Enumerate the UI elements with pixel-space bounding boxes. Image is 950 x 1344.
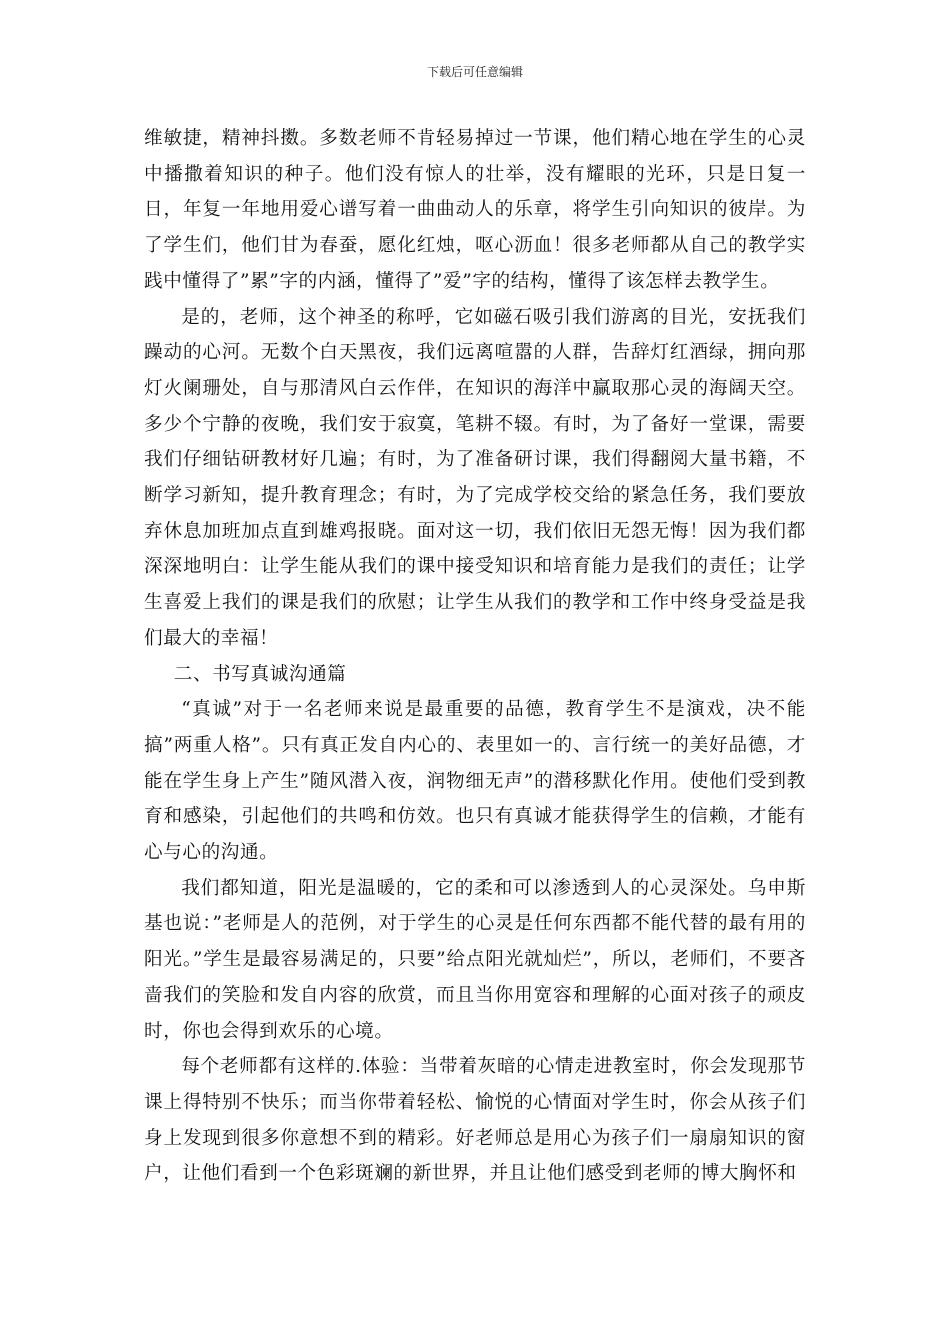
document-body — [144, 121, 806, 1192]
paragraph-experience: 每个老师都有这样的.体验：当带着灰暗的心情走进教室时，你会发现那节课上得特别不快乐；而当你带着轻松、愉悦的心情面对学生时，你会从孩子们身上发现到很多你意想不到的精彩。好老师总是用心为孩子们一扇扇知识的窗户，让他们看到一个色彩斑斓的新世界，并且让他们感受到老师的博大胸怀和 — [144, 1056, 806, 1185]
paragraph-continuation: 维敏捷，精神抖擞。多数老师不肯轻易掉过一节课，他们精心地在学生的心灵中播撒着知识的种子。他们没有惊人的壮举，没有耀眼的光环，只是日复一日，年复一年地用爱心谱写着一曲曲动人的乐章，将学生引向知识的彼岸。为了学生们，他们甘为春蚕，愿化红烛，呕心沥血！很多老师都从自己的教学实践中懂得了”累”字的内涵，懂得了”爱”字的结构，懂得了该怎样去教学生。 — [144, 128, 806, 292]
paragraph-sincerity: “真诚”对于一名老师来说是最重要的品德，教育学生不是演戏，决不能搞”两重人格”。只有真正发自内心的、表里如一的、言行统一的美好品德，才能在学生身上产生”随风潜入夜，润物细无声”的潜移默化作用。使他们受到教育和感染，引起他们的共鸣和仿效。也只有真诚才能获得学生的信赖，才能有心与心的沟通。 — [144, 699, 806, 864]
paragraph-teacher-title: 是的，老师，这个神圣的称呼，它如磁石吸引我们游离的目光，安抚我们躁动的心河。无数个白天黑夜，我们远离喧嚣的人群，告辞灯红酒绿，拥向那灯火阑珊处，自与那清风白云作伴，在知识的海洋中赢取那心灵的海阔天空。多少个宁静的夜晚，我们安于寂寞，笔耕不辍。有时，为了备好一堂课，需要我们仔细钻研教材好几遍；有时，为了准备研讨课，我们得翻阅大量书籍，不断学习新知，提升教育理念；有时，为了完成学校交给的紧急任务，我们要放弃休息加班加点直到雄鸡报晓。面对这一切，我们依旧无怨无悔！因为我们都深深地明白：让学生能从我们的课中接受知识和培育能力是我们的责任；让学生喜爱上我们的课是我们的欣慰；让学生从我们的教学和工作中终身受益是我们最大的幸福！ — [144, 306, 806, 649]
section-heading: 二、书写真诚沟通篇 — [173, 663, 347, 685]
page-header: 下载后可任意编辑 — [426, 65, 523, 79]
paragraph-sunshine: 我们都知道，阳光是温暖的，它的柔和可以渗透到人的心灵深处。乌申斯基也说：”老师是人的范例，对于学生的心灵是任何东西都不能代替的最有用的阳光。”学生是最容易满足的，只要”给点阳光就灿烂”，所以，老师们，不要吝啬我们的笑脸和发自内容的欣赏，而且当你用宽容和理解的心面对孩子的顽皮时，你也会得到欢乐的心境。 — [144, 877, 806, 1042]
